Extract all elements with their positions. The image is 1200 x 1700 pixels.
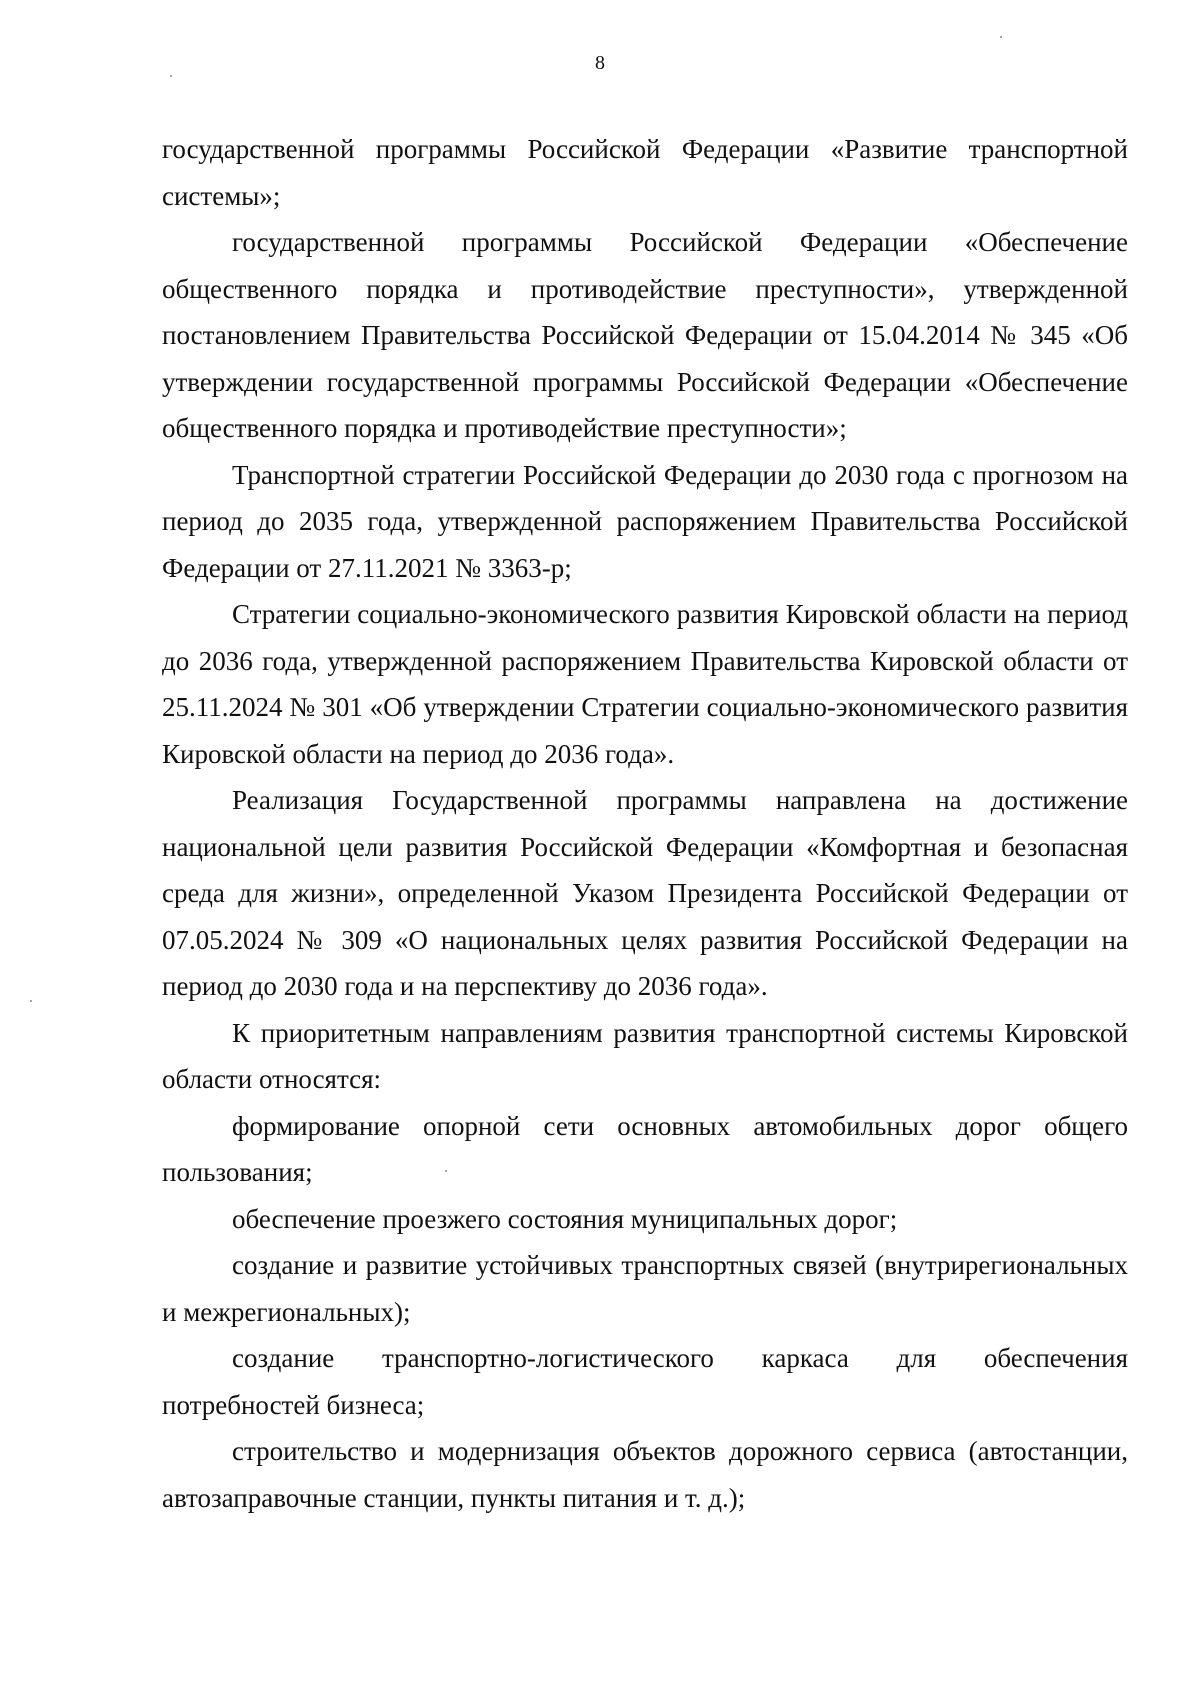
scan-speck (445, 1170, 447, 1172)
paragraph: Реализация Государственной программы направлена на достижение национальной цели развития Российской Федерации «Комфортная и безопасная среда для жизни», определенной Указом Президента Российской Федерации от 07.05.2024 № 309 «О национальных целях развития Российской Федерации на период до 2030 года и на перспективу до 2036 года». (162, 785, 1128, 1001)
scan-speck (170, 75, 172, 77)
paragraph: Транспортной стратегии Российской Федерации до 2030 года с прогнозом на период до 2035 года, утвержденной распоряжением Правительства Российской Федерации от 27.11.2021 № 3363-р; (162, 459, 1128, 583)
scan-speck (30, 1000, 32, 1002)
page-number: 8 (595, 52, 605, 74)
paragraph: формирование опорной сети основных автомобильных дорог общего пользования; (162, 1110, 1128, 1187)
paragraph: Стратегии социально-экономического развития Кировской области на период до 2036 года, утвержденной распоряжением Правительства Кировской области от 25.11.2024 № 301 «Об утверждении Стратегии социально-экономического развития Кировской области на период до 2036 года». (162, 599, 1128, 769)
paragraph: государственной программы Российской Федерации «Развитие транспортной системы»; (162, 134, 1128, 211)
paragraph: К приоритетным направлениям развития транспортной системы Кировской области относятся: (162, 1017, 1128, 1094)
paragraph: создание транспортно-логистического каркаса для обеспечения потребностей бизнеса; (162, 1343, 1128, 1420)
paragraph: строительство и модернизация объектов дорожного сервиса (автостанции, автозаправочные станции, пункты питания и т. д.); (162, 1436, 1128, 1513)
document-body (162, 126, 1128, 1521)
paragraph: государственной программы Российской Федерации «Обеспечение общественного порядка и противодействие преступности», утвержденной постановлением Правительства Российской Федерации от 15.04.2014 № 345 «Об утверждении государственной программы Российской Федерации «Обеспечение общественного порядка и противодействие преступности»; (162, 227, 1128, 443)
paragraph: создание и развитие устойчивых транспортных связей (внутрирегиональных и межрегиональных); (162, 1250, 1128, 1327)
scan-speck (1000, 36, 1002, 38)
paragraph: обеспечение проезжего состояния муниципальных дорог; (232, 1203, 898, 1234)
